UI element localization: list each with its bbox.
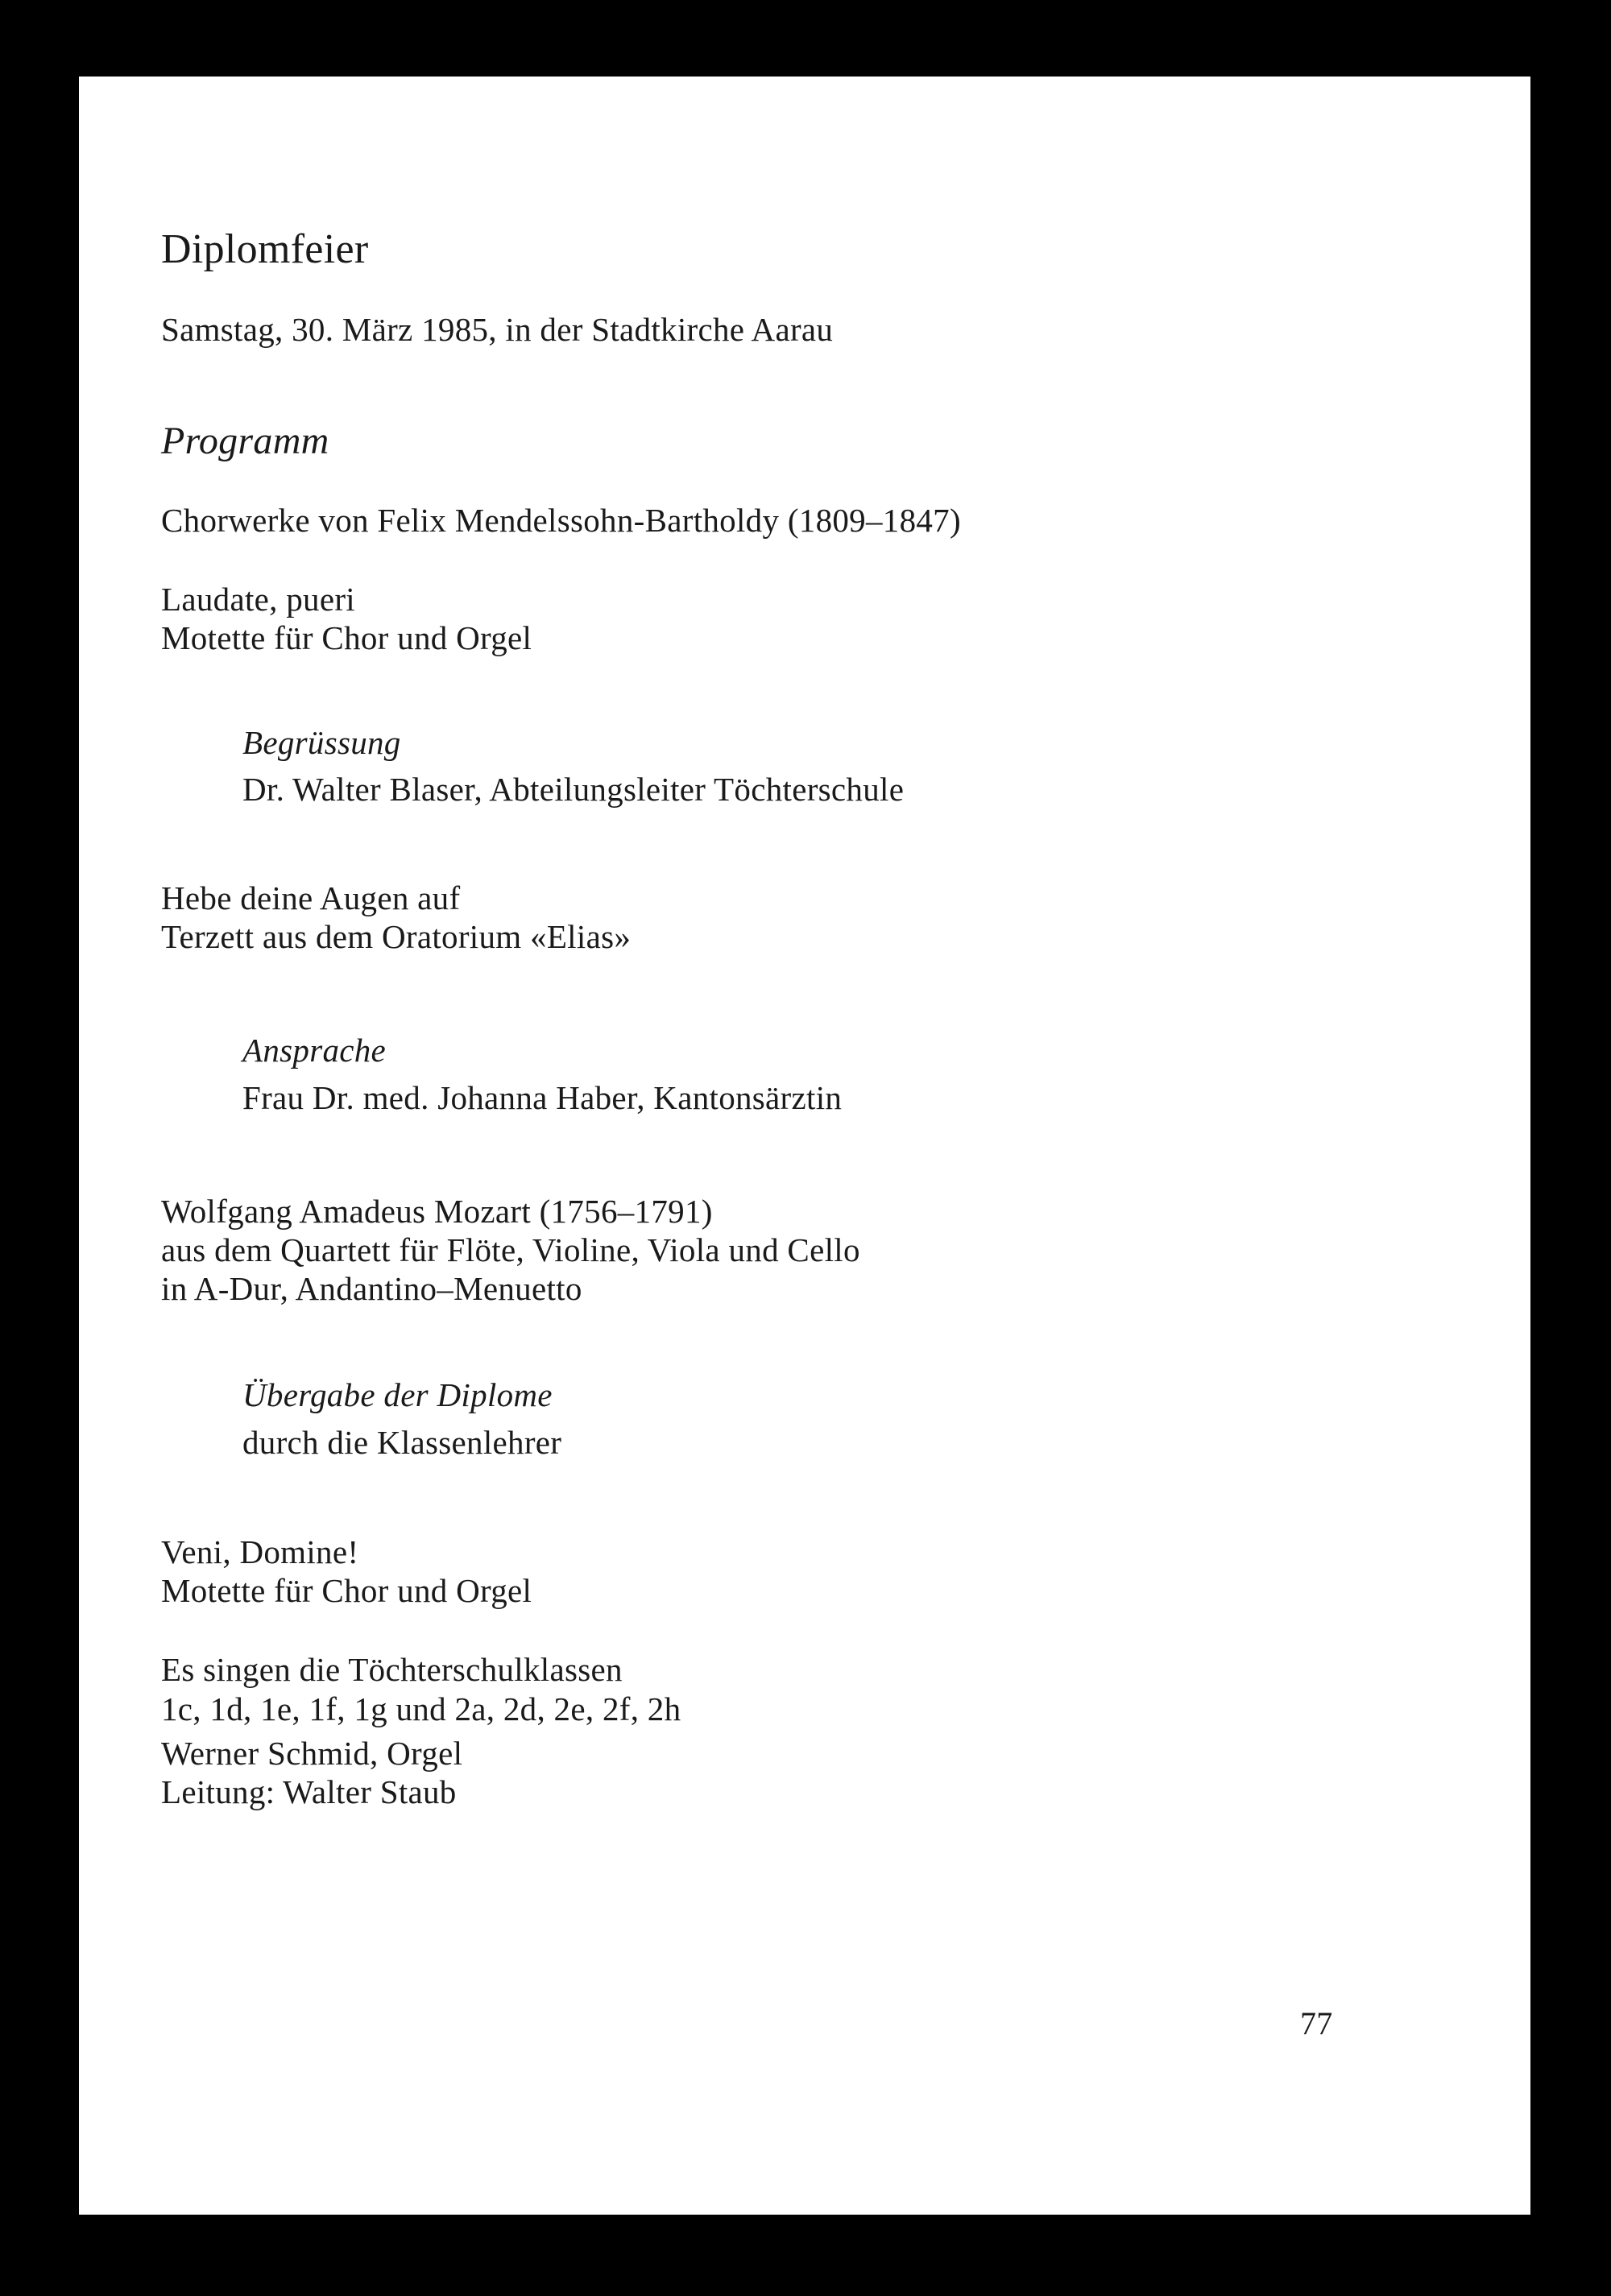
performers-line-1: Es singen die Töchterschulklassen	[161, 1651, 623, 1688]
piece-veni-title: Veni, Domine!	[161, 1533, 359, 1570]
event-date-line: Samstag, 30. März 1985, in der Stadtkirche Aarau	[161, 311, 834, 348]
welcome-label: Begrüssung	[242, 724, 401, 761]
piece-hebe-subtitle: Terzett aus dem Oratorium «Elias»	[161, 918, 632, 955]
composer-mendelssohn: Chorwerke von Felix Mendelssohn-Bartholdy (1809–1847)	[161, 502, 961, 539]
piece-veni-subtitle: Motette für Chor und Orgel	[161, 1572, 532, 1609]
performers-line-2: 1c, 1d, 1e, 1f, 1g und 2a, 2d, 2e, 2f, 2h	[161, 1690, 681, 1727]
document-title: Diplomfeier	[161, 226, 369, 272]
document-page	[79, 77, 1530, 2215]
page-number: 77	[1300, 2005, 1333, 2042]
mozart-line-3: in A-Dur, Andantino–Menuetto	[161, 1270, 582, 1307]
mozart-line-2: aus dem Quartett für Flöte, Violine, Viola und Cello	[161, 1231, 860, 1268]
program-heading: Programm	[161, 420, 329, 462]
speech-label: Ansprache	[242, 1032, 387, 1069]
piece-laudate-subtitle: Motette für Chor und Orgel	[161, 619, 532, 656]
diplomas-label: Übergabe der Diplome	[242, 1376, 553, 1413]
piece-laudate-title: Laudate, pueri	[161, 581, 355, 618]
diplomas-by: durch die Klassenlehrer	[242, 1424, 562, 1461]
performers-organ: Werner Schmid, Orgel	[161, 1735, 463, 1772]
speech-speaker: Frau Dr. med. Johanna Haber, Kantonsärztin	[242, 1079, 843, 1116]
performers-conductor: Leitung: Walter Staub	[161, 1773, 457, 1810]
welcome-speaker: Dr. Walter Blaser, Abteilungsleiter Töchterschule	[242, 771, 905, 808]
mozart-line-1: Wolfgang Amadeus Mozart (1756–1791)	[161, 1193, 713, 1230]
piece-hebe-title: Hebe deine Augen auf	[161, 879, 461, 916]
